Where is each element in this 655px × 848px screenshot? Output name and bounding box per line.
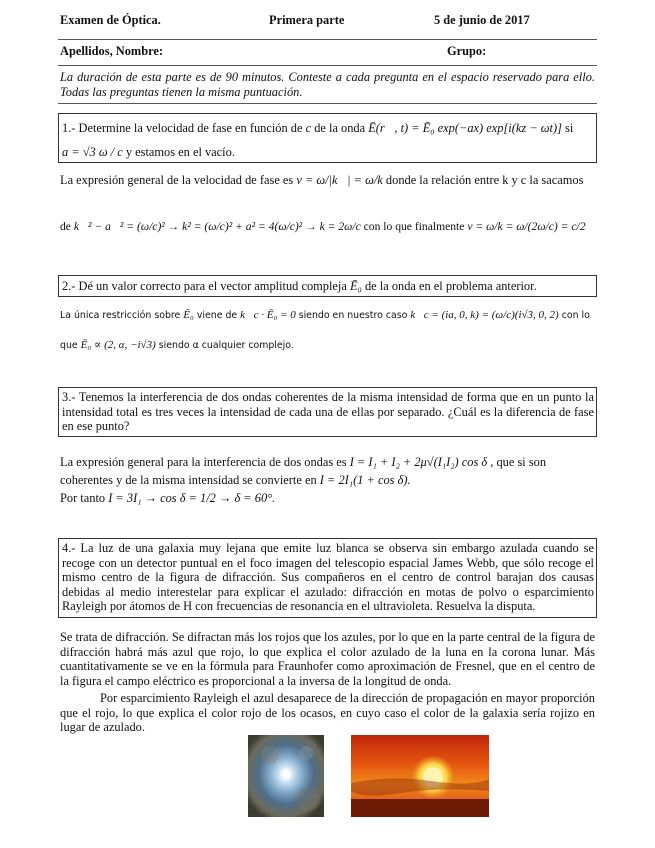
question-1-line-2 <box>62 145 235 160</box>
q1-condition: a = √3 ω / c <box>62 145 123 159</box>
instructions-divider <box>58 103 597 104</box>
a2-line1-c: siendo en nuestro caso <box>298 310 408 321</box>
exam-part: Primera parte <box>269 13 345 27</box>
q2-question-pre: 2.- Dé un valor correcto para el vector amplitud compleja <box>62 279 347 293</box>
q1-var-c: c <box>305 121 312 135</box>
a3-line1-pre: La expresión general para la interferencia de dos ondas es <box>60 455 347 469</box>
a1-line2-pre: de <box>60 220 71 233</box>
a1-line1-post: donde la relación entre k y c la sacamos <box>385 173 584 187</box>
group-label: Grupo: <box>447 44 487 58</box>
answer-4-paragraph-1: Se trata de difracción. Se difractan más los rojos que los azules, por lo que en la parte central de la figura de difracción habrá más azul que rojo, lo que explica el color azulado de la luna en la corona lunar. Más cuantitativamente se ve en la fórmula para Fraunhofer como aproximación de Fresnel, que en el centro de la figura el campo eléctrico es proporcional a la inversa de la longitud de onda. <box>60 630 595 688</box>
a1-line1-pre: La expresión general de la velocidad de fase es <box>60 173 294 187</box>
a1-line2-mid: con lo que finalmente <box>363 220 465 233</box>
question-2-text <box>62 279 537 294</box>
a2-line2-a: que <box>60 340 78 351</box>
a2-amplitude-formula: Ē₀ ∝ (2, α, −i√3) <box>80 339 156 351</box>
q1-suffix: si <box>565 121 574 135</box>
a3-coherent-formula: I = 2I₁(1 + cos δ). <box>319 473 411 487</box>
a3-result-formula: I = 3I₁ → cos δ = 1/2 → δ = 60°. <box>108 491 276 505</box>
lunar-corona-photo <box>248 735 324 817</box>
a3-line2-pre: coherentes y de la misma intensidad se convierte en <box>60 473 317 487</box>
a2-amplitude-symbol: Ē₀ <box>183 309 194 321</box>
answer-2-line-1 <box>60 309 590 321</box>
exam-date: 5 de junio de 2017 <box>434 13 530 27</box>
answer-1-line-1 <box>60 173 583 188</box>
answer-3-line-3 <box>60 491 275 506</box>
a2-line1-d: con lo <box>561 310 590 321</box>
sunset-image <box>351 735 489 817</box>
answer-1-line-2 <box>60 220 586 233</box>
answer-3-line-2 <box>60 473 411 488</box>
q2-question-post: de la onda en el problema anterior. <box>364 279 537 293</box>
a1-dispersion-formula: k⃗² − a⃗² = (ω/c)² → k² = (ω/c)² + a² = 4(ω/c)² → k = 2ω/c <box>73 220 361 233</box>
a3-line1-post: , que si son <box>490 455 547 469</box>
question-1-line-1 <box>62 121 573 136</box>
q1-condition-suffix: y estamos en el vacío. <box>125 145 235 159</box>
q1-wave-formula: Ē(r⃗, t) = Ē₀ exp(−ax) exp[i(kz − ωt)] <box>368 121 562 135</box>
question-4-text: 4.- La luz de una galaxia muy lejana que emite luz blanca se observa sin embargo azulada cuando se recoge con un detector puntual en el foco imagen del telescopio espacial James Webb, que sólo recoge el mismo centro de la figura de difracción. Sus compañeros en el centro de control barajan dos causas debidas al medio interestelar para explicar el azulado: difracción en motas de polvo o esparcimiento Rayleigh por átomos de H con frecuencias de resonancia en el ultravioleta. Resuelva la disputa. <box>62 541 594 614</box>
a2-line1-b: viene de <box>196 310 238 321</box>
question-3-text: 3.- Tenemos la interferencia de dos ondas coherentes de la misma intensidad de forma que en un punto la intensidad total es tres veces la intensidad de cada una de ellas por separado. ¿Cuál es la diferencia de fase en ese punto? <box>62 390 594 434</box>
a1-phase-velocity-formula: v = ω/|k⃗| = ω/k <box>296 173 383 187</box>
sunset-photo <box>351 735 489 817</box>
answer-3-line-1 <box>60 455 546 470</box>
answer-2-line-2 <box>60 338 294 351</box>
name-divider <box>58 65 597 66</box>
header-divider <box>58 39 597 40</box>
answer-4-paragraph-2: Por esparcimiento Rayleigh el azul desaparece de la dirección de propagación en mayor proporción que el rojo, lo que explica el color rojo de los ocasos, en cuyo caso el color de la galaxia sería rojizo en lugar de azulado. <box>60 691 595 735</box>
q2-amplitude-symbol: Ē₀ <box>349 279 362 293</box>
lunar-corona-image <box>248 735 324 817</box>
a1-result-formula: v = ω/k = ω/(2ω/c) = c/2 <box>467 220 586 233</box>
course-title: Examen de Óptica. <box>60 13 161 27</box>
a2-line1-a: La única restricción sobre <box>60 310 181 321</box>
instructions: La duración de esta parte es de 90 minutos. Conteste a cada pregunta en el espacio reservado para ello. Todas las preguntas tienen la misma puntuación. <box>60 70 595 99</box>
a2-wavevector-formula: k⃗c = (ia, 0, k) = (ω/c)(i√3, 0, 2) <box>410 309 559 321</box>
a2-line2-b: siendo α cualquier complejo. <box>158 340 294 351</box>
name-label: Apellidos, Nombre: <box>60 44 164 58</box>
a3-interference-formula: I = I₁ + I₂ + 2μ√(I₁I₂) cos δ <box>349 455 488 469</box>
a2-transversality-formula: k⃗c · Ē₀ = 0 <box>240 309 296 321</box>
q1-prefix: 1.- Determine la velocidad de fase en función de <box>62 121 303 135</box>
q1-mid: de la onda <box>314 121 366 135</box>
a3-line3-pre: Por tanto <box>60 491 106 505</box>
